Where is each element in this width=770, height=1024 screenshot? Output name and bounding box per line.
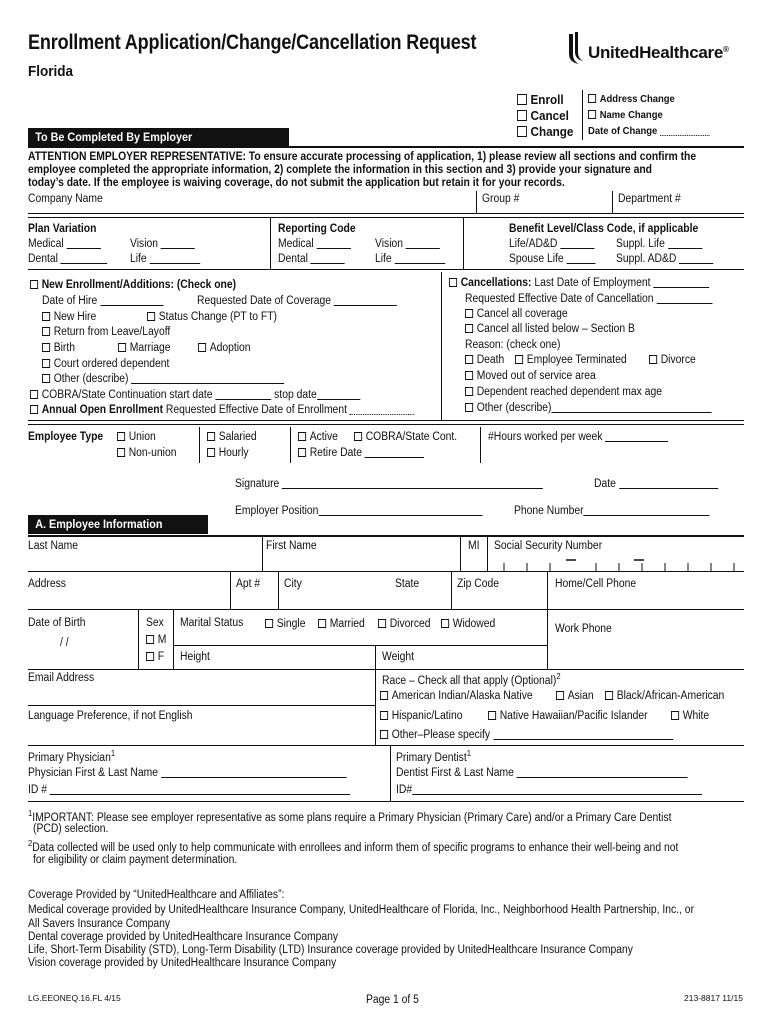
reason-label: Reason: (check one) — [465, 339, 561, 351]
coverage-line-1: Coverage Provided by “UnitedHealthcare and Affiliates”: — [28, 889, 285, 901]
plan-variation-label: Plan Variation — [28, 223, 97, 235]
coverage-line-3: All Savers Insurance Company — [28, 918, 171, 930]
address-change-checkbox[interactable]: Address Change — [588, 93, 675, 106]
work-phone-field[interactable]: Work Phone — [555, 623, 612, 635]
ssn-field[interactable]: Social Security Number — [494, 540, 603, 552]
primary-physician-label: Primary Physician$^1$ — [28, 748, 116, 764]
physician-id-field[interactable]: ID # — [28, 783, 350, 797]
home-cell-phone-field[interactable]: Home/Cell Phone — [555, 578, 637, 590]
benefit-suppl-life-field[interactable]: Suppl. Life — [616, 237, 702, 251]
court-ordered-checkbox[interactable]: Court ordered dependent — [42, 357, 169, 371]
cancel-checkbox[interactable]: Cancel — [517, 108, 569, 124]
footnote-1: $^1$IMPORTANT: Please see employer representative as some plans require a Primary Physician (Primary Care) and/or a Primary Care Dentist — [28, 808, 672, 824]
asian-checkbox[interactable]: Asian — [556, 689, 594, 703]
active-checkbox[interactable]: Active — [298, 430, 338, 444]
divorce-checkbox[interactable]: Divorce — [649, 353, 696, 367]
state-field[interactable]: State — [395, 578, 420, 590]
widowed-checkbox[interactable]: Widowed — [441, 617, 495, 631]
benefit-life-add-field[interactable]: Life/AD&D — [509, 237, 594, 251]
union-checkbox[interactable]: Union — [117, 430, 156, 444]
return-leave-checkbox[interactable]: Return from Leave/Layoff — [42, 325, 170, 339]
department-number-field[interactable]: Department # — [618, 193, 681, 205]
marital-status-label: Marital Status — [180, 617, 244, 629]
cobra-state-cont-checkbox[interactable]: COBRA/State Cont. — [354, 430, 457, 444]
other-describe-checkbox[interactable]: Other (describe) — [42, 372, 284, 386]
date-of-birth-field[interactable]: Date of Birth — [28, 617, 86, 629]
city-field[interactable]: City — [284, 578, 302, 590]
race-label: Race – Check all that apply (Optional)$^2$ — [382, 671, 561, 687]
plan-dental-field[interactable]: Dental — [28, 252, 108, 266]
footnote-2-continued: for eligibility or claim payment determination. — [33, 854, 238, 866]
group-number-field[interactable]: Group # — [482, 193, 520, 205]
attention-line-3: today’s date. If the employee is waiving coverage, do not submit the application but retain it for your records. — [28, 177, 565, 189]
ssn-digit-boxes[interactable] — [494, 555, 744, 571]
phone-number-field[interactable]: Phone Number — [514, 504, 710, 518]
hawaiian-checkbox[interactable]: Native Hawaiian/Pacific Islander — [488, 709, 648, 723]
hispanic-checkbox[interactable]: Hispanic/Latino — [380, 709, 462, 723]
reporting-vision-field[interactable]: Vision — [375, 237, 440, 251]
employee-section-header: A. Employee Information — [28, 515, 208, 534]
change-checkbox[interactable]: Change — [517, 124, 573, 140]
requested-date-coverage-field[interactable]: Requested Date of Coverage — [197, 294, 397, 308]
benefit-spouse-life-field[interactable]: Spouse Life — [509, 252, 595, 266]
form-state: Florida — [28, 63, 74, 80]
dentist-id-field[interactable]: ID# — [396, 783, 702, 797]
first-name-field[interactable]: First Name — [266, 540, 317, 552]
married-checkbox[interactable]: Married — [318, 617, 365, 631]
cancellations-checkbox[interactable]: Cancellations: Last Date of Employment — [449, 276, 709, 290]
american-indian-checkbox[interactable]: American Indian/Alaska Native — [380, 689, 533, 703]
unitedhealthcare-logo-icon — [566, 30, 586, 66]
primary-dentist-label: Primary Dentist$^1$ — [396, 748, 472, 764]
name-change-checkbox[interactable]: Name Change — [588, 109, 663, 122]
benefit-suppl-add-field[interactable]: Suppl. AD&D — [616, 252, 713, 266]
reporting-dental-field[interactable]: Dental — [278, 252, 345, 266]
date-of-change-field[interactable]: Date of Change — [588, 125, 709, 138]
benefit-level-label: Benefit Level/Class Code, if applicable — [509, 223, 699, 235]
dependent-max-age-checkbox[interactable]: Dependent reached dependent max age — [465, 385, 662, 399]
logo-text: UnitedHealthcare® — [588, 43, 729, 62]
marriage-checkbox[interactable]: Marriage — [118, 341, 171, 355]
hourly-checkbox[interactable]: Hourly — [207, 446, 249, 460]
female-checkbox[interactable]: F — [146, 650, 164, 664]
plan-life-field[interactable]: Life — [130, 252, 200, 266]
cancel-all-coverage-checkbox[interactable]: Cancel all coverage — [465, 307, 568, 321]
reporting-code-label: Reporting Code — [278, 223, 356, 235]
hours-worked-field[interactable]: #Hours worked per week — [488, 430, 668, 444]
zip-code-field[interactable]: Zip Code — [457, 578, 500, 590]
employer-section-header: To Be Completed By Employer — [28, 128, 289, 147]
moved-out-checkbox[interactable]: Moved out of service area — [465, 369, 596, 383]
white-checkbox[interactable]: White — [671, 709, 709, 723]
signature-field[interactable]: Signature — [235, 477, 543, 491]
apt-field[interactable]: Apt # — [236, 578, 261, 590]
page-number: Page 1 of 5 — [366, 994, 419, 1006]
footnote-2: $^2$Data collected will be used only to help communicate with enrollees and inform them of specific programs to enhance their well-being and not — [28, 838, 679, 854]
new-hire-checkbox[interactable]: New Hire — [42, 310, 96, 324]
plan-vision-field[interactable]: Vision — [130, 237, 195, 251]
employer-position-field[interactable]: Employer Position — [235, 504, 482, 518]
enroll-checkbox[interactable]: Enroll — [517, 92, 564, 108]
email-address-field[interactable]: Email Address — [28, 672, 95, 684]
reporting-medical-field[interactable]: Medical — [278, 237, 351, 251]
cancel-listed-checkbox[interactable]: Cancel all listed below – Section B — [465, 322, 635, 336]
employee-type-label: Employee Type — [28, 431, 104, 443]
coverage-line-4: Dental coverage provided by UnitedHealthcare Insurance Company — [28, 931, 339, 943]
employee-terminated-checkbox[interactable]: Employee Terminated — [515, 353, 627, 367]
other-race-checkbox[interactable]: Other–Please specify — [380, 728, 673, 742]
sex-label: Sex — [146, 617, 164, 629]
birth-checkbox[interactable]: Birth — [42, 341, 75, 355]
form-number: 213-8817 11/15 — [684, 993, 743, 1003]
weight-field[interactable]: Weight — [382, 651, 415, 663]
coverage-line-5: Life, Short-Term Disability (STD), Long-Term Disability (LTD) Insurance coverage provided by UnitedHealthcare Insurance Company — [28, 944, 633, 956]
date-of-birth-separators: / / — [60, 637, 69, 649]
form-code: LG.EEONEQ.16.FL 4/15 — [28, 993, 121, 1003]
plan-medical-field[interactable]: Medical — [28, 237, 101, 251]
physician-name-field[interactable]: Physician First & Last Name — [28, 766, 346, 780]
black-checkbox[interactable]: Black/African-American — [605, 689, 724, 703]
reporting-life-field[interactable]: Life — [375, 252, 445, 266]
date-field[interactable]: Date — [594, 477, 718, 491]
language-preference-field[interactable]: Language Preference, if not English — [28, 710, 193, 722]
height-field[interactable]: Height — [180, 651, 210, 663]
dentist-name-field[interactable]: Dentist First & Last Name — [396, 766, 688, 780]
cobra-continuation-checkbox[interactable]: COBRA/State Continuation start date stop date — [30, 388, 360, 402]
adoption-checkbox[interactable]: Adoption — [198, 341, 251, 355]
date-of-hire-field[interactable]: Date of Hire — [42, 294, 163, 308]
form-title: Enrollment Application/Change/Cancellation Request — [28, 31, 477, 54]
other-cancel-checkbox[interactable]: Other (describe) — [465, 401, 712, 415]
retire-date-checkbox[interactable]: Retire Date — [298, 446, 424, 460]
non-union-checkbox[interactable]: Non-union — [117, 446, 176, 460]
attention-line-1: ATTENTION EMPLOYER REPRESENTATIVE: To ensure accurate processing of application, 1) please review all sections and confirm the — [28, 151, 697, 163]
divorced-checkbox[interactable]: Divorced — [378, 617, 431, 631]
footnote-1-continued: (PCD) selection. — [33, 823, 109, 835]
company-name-field[interactable]: Company Name — [28, 193, 103, 205]
last-name-field[interactable]: Last Name — [28, 540, 79, 552]
male-checkbox[interactable]: M — [146, 633, 166, 647]
address-field[interactable]: Address — [28, 578, 66, 590]
single-checkbox[interactable]: Single — [265, 617, 305, 631]
salaried-checkbox[interactable]: Salaried — [207, 430, 257, 444]
requested-cancel-date-field[interactable]: Requested Effective Date of Cancellation — [465, 292, 712, 306]
middle-initial-field[interactable]: MI — [468, 540, 480, 552]
death-checkbox[interactable]: Death — [465, 353, 504, 367]
attention-line-2: employee completed the appropriate information, 2) complete the information in this section and 3) provide your signature and — [28, 164, 652, 176]
status-change-checkbox[interactable]: Status Change (PT to FT) — [147, 310, 277, 324]
coverage-line-2: Medical coverage provided by UnitedHealthcare Insurance Company, UnitedHealthcare of Florida, Inc., Neighborhood Health Partnership, Inc., or — [28, 904, 695, 916]
new-enrollment-checkbox[interactable]: New Enrollment/Additions: (Check one) — [30, 278, 236, 292]
coverage-line-6: Vision coverage provided by UnitedHealthcare Insurance Company — [28, 957, 337, 969]
annual-open-enrollment-checkbox[interactable]: Annual Open Enrollment Requested Effective Date of Enrollment — [30, 403, 415, 417]
